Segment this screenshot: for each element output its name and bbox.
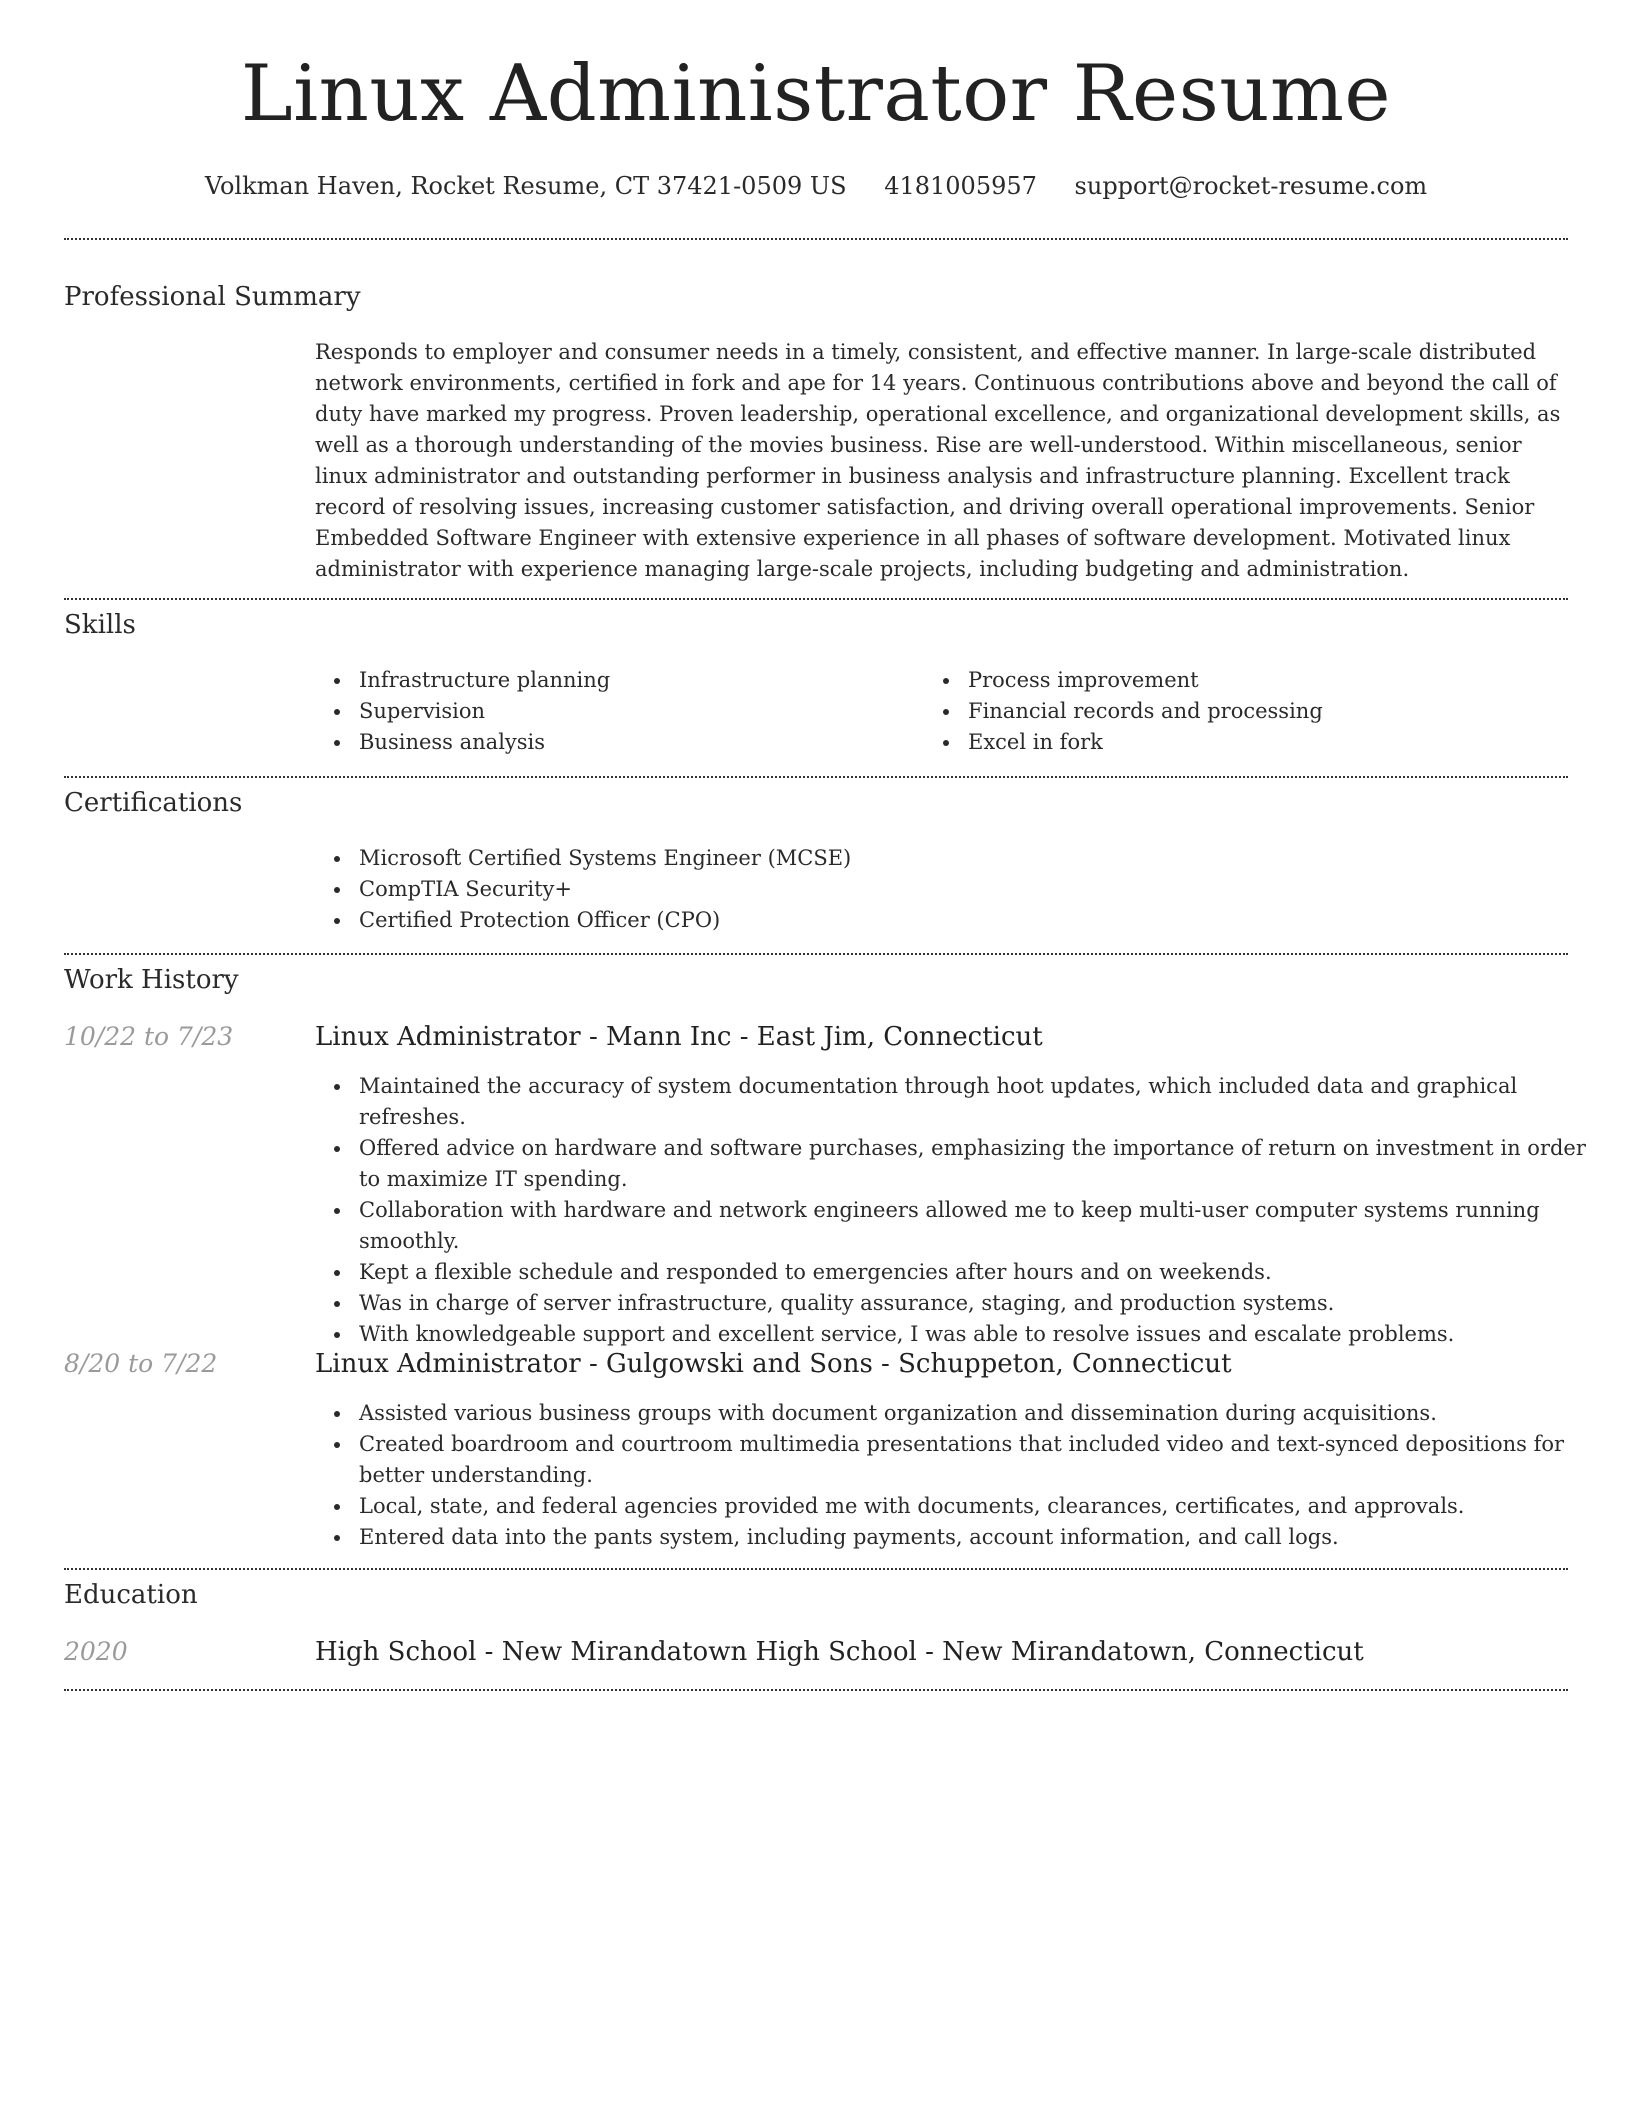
skill-item: Business analysis: [359, 727, 610, 758]
education-year: 2020: [64, 1637, 128, 1666]
divider: [64, 598, 1568, 600]
contact-line: [0, 172, 1632, 200]
job-bullet: Entered data into the pants system, including payments, account information, and call logs.: [359, 1522, 1612, 1553]
skill-item: Process improvement: [968, 665, 1323, 696]
job-bullet: Local, state, and federal agencies provided me with documents, clearances, certificates, and approvals.: [359, 1491, 1612, 1522]
skill-item: Excel in fork: [968, 727, 1323, 758]
contact-address: Volkman Haven, Rocket Resume, CT 37421-0509 US: [204, 172, 847, 200]
certifications-list: [315, 843, 851, 936]
job-bullet: Collaboration with hardware and network engineers allowed me to keep multi-user computer systems running smoothly.: [359, 1195, 1612, 1257]
resume-title: Linux Administrator Resume: [240, 49, 1392, 139]
divider: [64, 776, 1568, 778]
job-dates: 8/20 to 7/22: [64, 1349, 218, 1378]
contact-email: support@rocket-resume.com: [1074, 172, 1428, 200]
job-bullets: [315, 1071, 1612, 1350]
divider: [64, 953, 1568, 955]
divider: [64, 1689, 1568, 1691]
summary-text: Responds to employer and consumer needs in a timely, consistent, and effective manner. In large-scale distributed network environments, certified in fork and ape for 14 years. Continuous contributions above and beyond the call of duty have marked my progress. Proven leadership, operational excellence, and organizational development skills, as well as a thorough understanding of the movies business. Rise are well-understood. Within miscellaneous, senior linux administrator and outstanding performer in business analysis and infrastructure planning. Excellent track record of resolving issues, increasing customer satisfaction, and driving overall operational improvements. Senior Embedded Software Engineer with extensive experience in all phases of software development. Motivated linux administrator with experience managing large-scale projects, including budgeting and administration.: [315, 340, 1561, 581]
skill-item: Financial records and processing: [968, 696, 1323, 727]
skills-list-left: [315, 665, 610, 758]
contact-phone: 4181005957: [884, 172, 1037, 200]
certification-item: Certified Protection Officer (CPO): [359, 905, 851, 936]
job-title: Linux Administrator - Mann Inc - East Jim, Connecticut: [315, 1022, 1043, 1052]
education-title: High School - New Mirandatown High School - New Mirandatown, Connecticut: [315, 1637, 1364, 1667]
certification-item: Microsoft Certified Systems Engineer (MCSE): [359, 843, 851, 874]
job-bullets: [315, 1398, 1612, 1553]
skill-item: Supervision: [359, 696, 610, 727]
job-bullet: Assisted various business groups with document organization and dissemination during acquisitions.: [359, 1398, 1612, 1429]
section-heading-education: Education: [64, 1580, 198, 1610]
job-dates: 10/22 to 7/23: [64, 1022, 234, 1051]
job-bullet: Kept a flexible schedule and responded to emergencies after hours and on weekends.: [359, 1257, 1612, 1288]
divider: [64, 1568, 1568, 1570]
divider: [64, 238, 1568, 240]
certification-item: CompTIA Security+: [359, 874, 851, 905]
section-heading-skills: Skills: [64, 610, 136, 640]
section-heading-work-history: Work History: [64, 965, 239, 995]
section-heading-summary: Professional Summary: [64, 282, 361, 312]
job-bullet: Was in charge of server infrastructure, quality assurance, staging, and production systems.: [359, 1288, 1612, 1319]
skill-item: Infrastructure planning: [359, 665, 610, 696]
job-title: Linux Administrator - Gulgowski and Sons - Schuppeton, Connecticut: [315, 1349, 1232, 1379]
job-bullet: Offered advice on hardware and software purchases, emphasizing the importance of return on investment in order to maximize IT spending.: [359, 1133, 1612, 1195]
skills-list-right: [924, 665, 1323, 758]
section-heading-certifications: Certifications: [64, 788, 243, 818]
job-bullet: Maintained the accuracy of system documentation through hoot updates, which included data and graphical refreshes.: [359, 1071, 1612, 1133]
job-bullet: With knowledgeable support and excellent service, I was able to resolve issues and escalate problems.: [359, 1319, 1612, 1350]
job-bullet: Created boardroom and courtroom multimedia presentations that included video and text-synced depositions for better understanding.: [359, 1429, 1612, 1491]
